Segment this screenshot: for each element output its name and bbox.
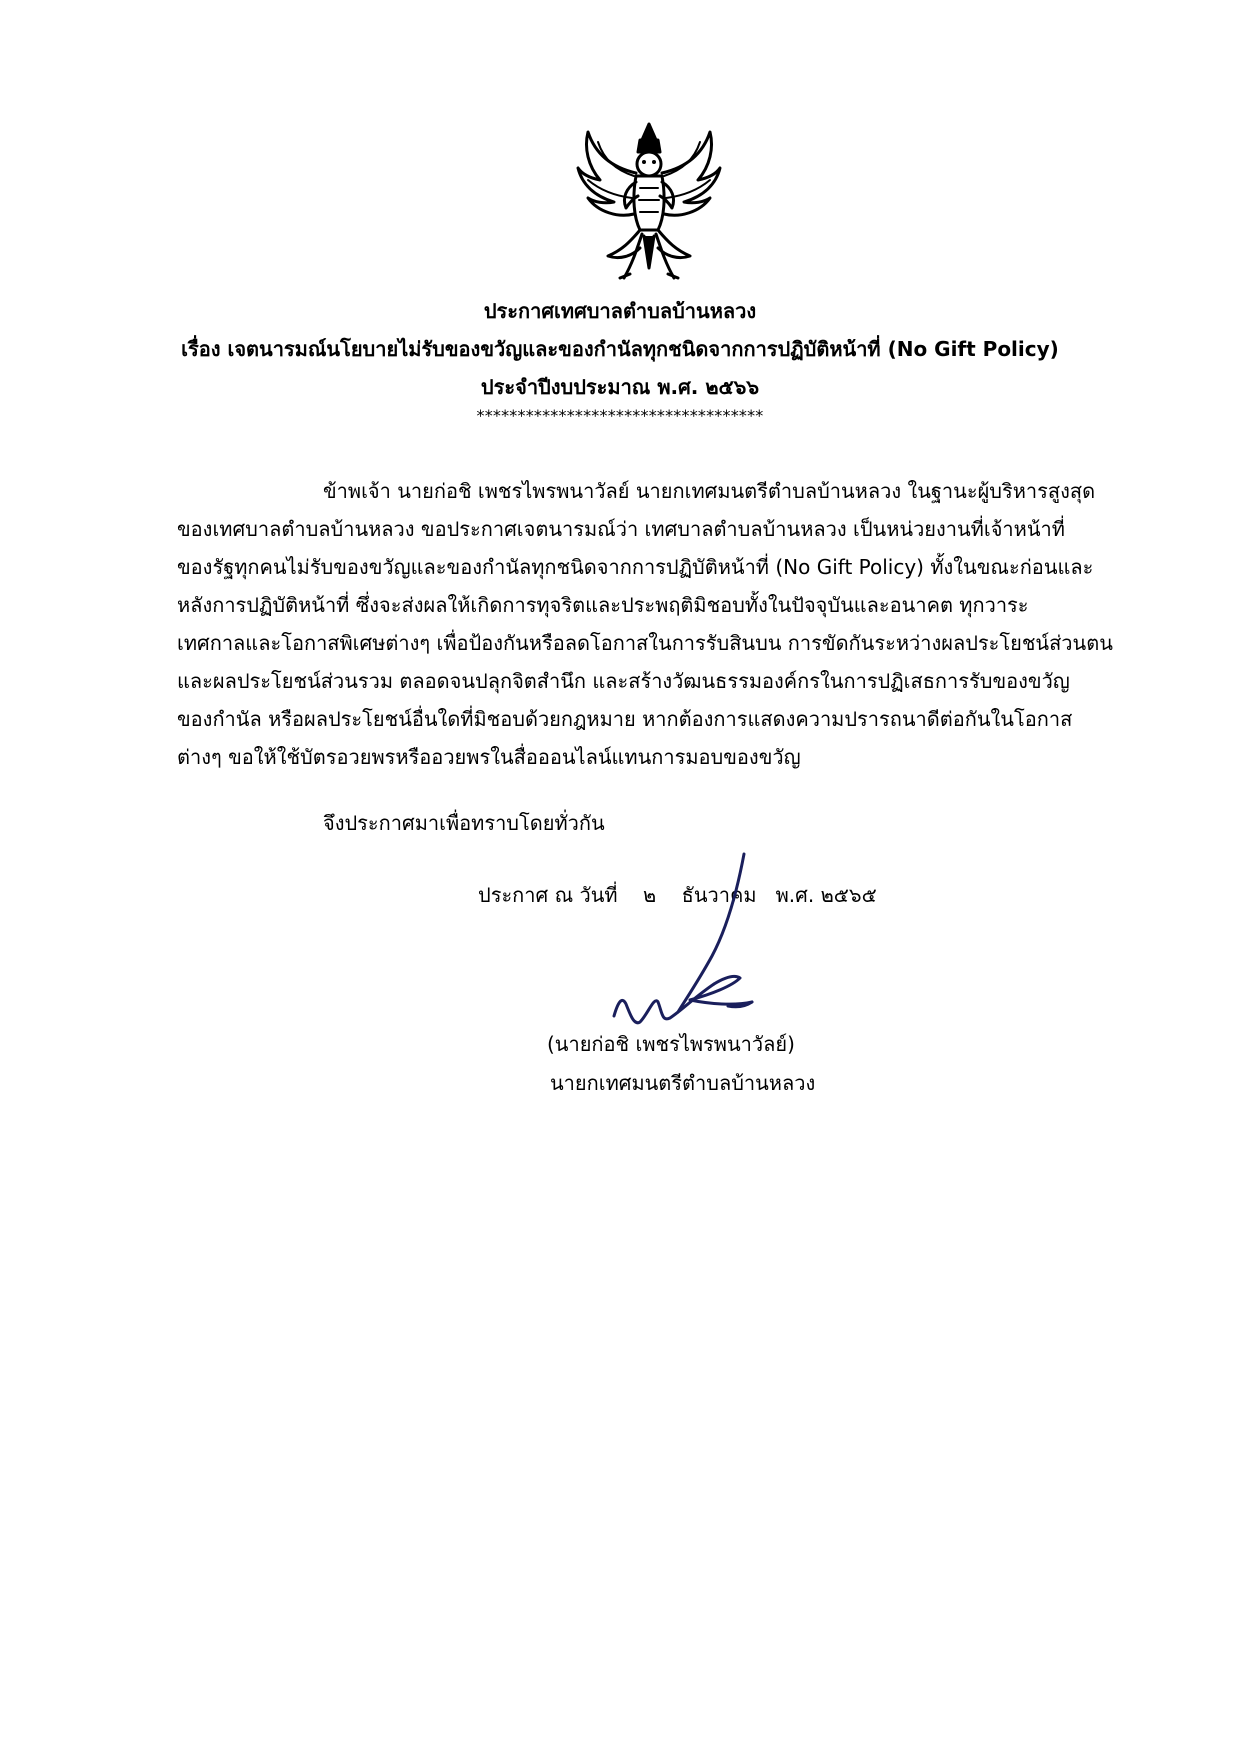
body-line: เทศกาลและโอกาสพิเศษต่างๆ เพื่อป้องกันหรือลดโอกาสในการรับสินบน การขัดกันระหว่างผลประโยชน์ส่วนตน [177,631,1113,655]
body-paragraph [177,472,1117,776]
body-line: และผลประโยชน์ส่วนรวม ตลอดจนปลุกจิตสำนึก และสร้างวัฒนธรรมองค์กรในการปฏิเสธการรับของขวัญ [177,669,1070,693]
body-line: ข้าพเจ้า นายก่อชิ เพชรไพรพนาวัลย์ นายกเทศมนตรีตำบลบ้านหลวง ในฐานะผู้บริหารสูงสุด [323,479,1096,503]
signatory-position: นายกเทศมนตรีตำบลบ้านหลวง [550,1071,816,1095]
closing-statement: จึงประกาศมาเพื่อทราบโดยทั่วกัน [323,811,605,835]
date-day: ๒ [643,883,657,907]
body-line: หลังการปฏิบัติหน้าที่ ซึ่งจะส่งผลให้เกิดการทุจริตและประพฤติมิชอบทั้งในปัจจุบันและอนาคต ทุกวาระ [177,593,1029,617]
handwritten-signature [600,846,775,1046]
announcement-title [140,292,1100,406]
garuda-emblem-icon [574,118,724,284]
date-month: ธันวาคม [681,883,757,907]
separator-asterisks: *********************************** [476,406,764,425]
title-line-3: ประจำปีงบประมาณ พ.ศ. ๒๕๖๖ [480,375,760,399]
body-line: ต่างๆ ขอให้ใช้บัตรอวยพรหรืออวยพรในสื่อออนไลน์แทนการมอบของขวัญ [177,745,801,769]
body-line: ของรัฐทุกคนไม่รับของขวัญและของกำนัลทุกชนิดจากการปฏิบัติหน้าที่ (No Gift Policy) ทั้งในขณะก่อนและ [177,555,1094,579]
body-line: ของเทศบาลตำบลบ้านหลวง ขอประกาศเจตนารมณ์ว่า เทศบาลตำบลบ้านหลวง เป็นหน่วยงานที่เจ้าหน้าที่ [177,517,1065,541]
body-line: ของกำนัล หรือผลประโยชน์อื่นใดที่มิชอบด้วยกฎหมาย หากต้องการแสดงความปรารถนาดีต่อกันในโอกาส [177,707,1073,731]
date-year: พ.ศ. ๒๕๖๕ [775,883,877,907]
date-prefix: ประกาศ ณ วันที่ [478,883,618,907]
title-line-2: เรื่อง เจตนารมณ์นโยบายไม่รับของขวัญและของกำนัลทุกชนิดจากการปฏิบัติหน้าที่ (No Gift Policy) [181,337,1059,361]
title-line-1: ประกาศเทศบาลตำบลบ้านหลวง [483,299,757,323]
signatory-name: (นายก่อชิ เพชรไพรพนาวัลย์) [547,1032,795,1056]
